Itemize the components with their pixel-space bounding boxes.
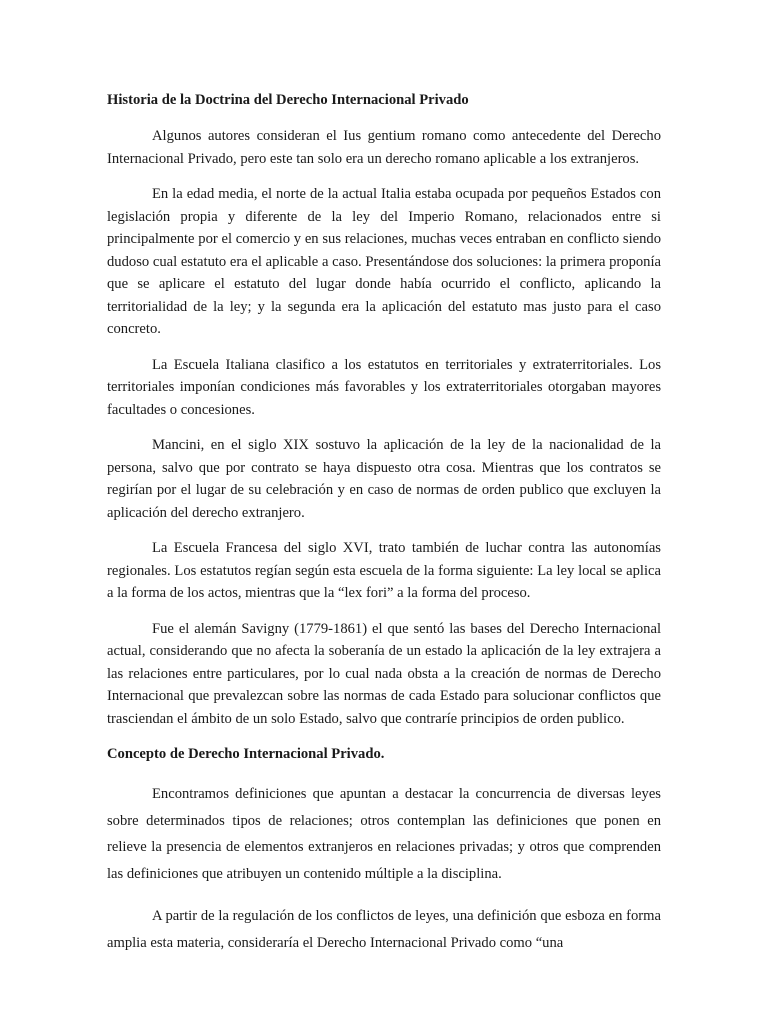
section-heading-historia: Historia de la Doctrina del Derecho Internacional Privado bbox=[107, 92, 469, 108]
paragraph: Algunos autores consideran el Ius gentium romano como antecedente del Derecho Internacional Privado, pero este tan solo era un derecho romano aplicable a los extranjeros. bbox=[107, 128, 661, 167]
paragraph: Encontramos definiciones que apuntan a destacar la concurrencia de diversas leyes sobre determinados tipos de relaciones; otros contemplan las definiciones que ponen en relieve la presencia de elementos extranjeros en relaciones privadas; y otros que comprenden las definiciones que atribuyen un contenido múltiple a la disciplina. bbox=[107, 786, 661, 882]
paragraph: La Escuela Francesa del siglo XVI, trato también de luchar contra las autonomías regionales. Los estatutos regían según esta escuela de la forma siguiente: La ley local se aplica a la forma de los actos, mientras que la “lex fori” a la forma del proceso. bbox=[107, 540, 661, 601]
section-heading-concepto: Concepto de Derecho Internacional Privado. bbox=[107, 746, 385, 762]
paragraph: Mancini, en el siglo XIX sostuvo la aplicación de la ley de la nacionalidad de la persona, salvo que por contrato se haya dispuesto otra cosa. Mientras que los contratos se regirían por el lugar de su celebración y en caso de normas de orden publico que excluyen la aplicación del derecho extranjero. bbox=[107, 437, 661, 521]
document-body bbox=[107, 89, 661, 972]
paragraph: A partir de la regulación de los conflictos de leyes, una definición que esboza en forma amplia esta materia, consideraría el Derecho Internacional Privado como “una bbox=[107, 908, 661, 951]
section-concepto-body bbox=[107, 781, 661, 956]
paragraph: En la edad media, el norte de la actual Italia estaba ocupada por pequeños Estados con legislación propia y diferente de la ley del Imperio Romano, relacionados entre si principalmente por el comercio y en sus relaciones, muchas veces entraban en conflicto siendo dudoso cual estatuto era el aplicable a caso. Presentándose dos soluciones: la primera proponía que se aplicare el estatuto del lugar donde había ocurrido el conflicto, aplicando la territorialidad de la ley; y la segunda era la aplicación del estatuto mas justo para el caso concreto. bbox=[107, 186, 661, 337]
paragraph: La Escuela Italiana clasifico a los estatutos en territoriales y extraterritoriales. Los territoriales imponían condiciones más favorables y los extraterritoriales otorgaban mayores facultades o concesiones. bbox=[107, 356, 661, 418]
paragraph: Fue el alemán Savigny (1779-1861) el que sentó las bases del Derecho Internacional actual, considerando que no afecta la soberanía de un estado la aplicación de la ley extrajera a las relaciones entre particulares, por lo cual nada obsta a la creación de normas de Derecho Internacional que prevalezcan sobre las normas de cada Estado para solucionar conflictos que trasciendan el ámbito de un solo Estado, salvo que contraríe principios de orden publico. bbox=[107, 620, 661, 727]
